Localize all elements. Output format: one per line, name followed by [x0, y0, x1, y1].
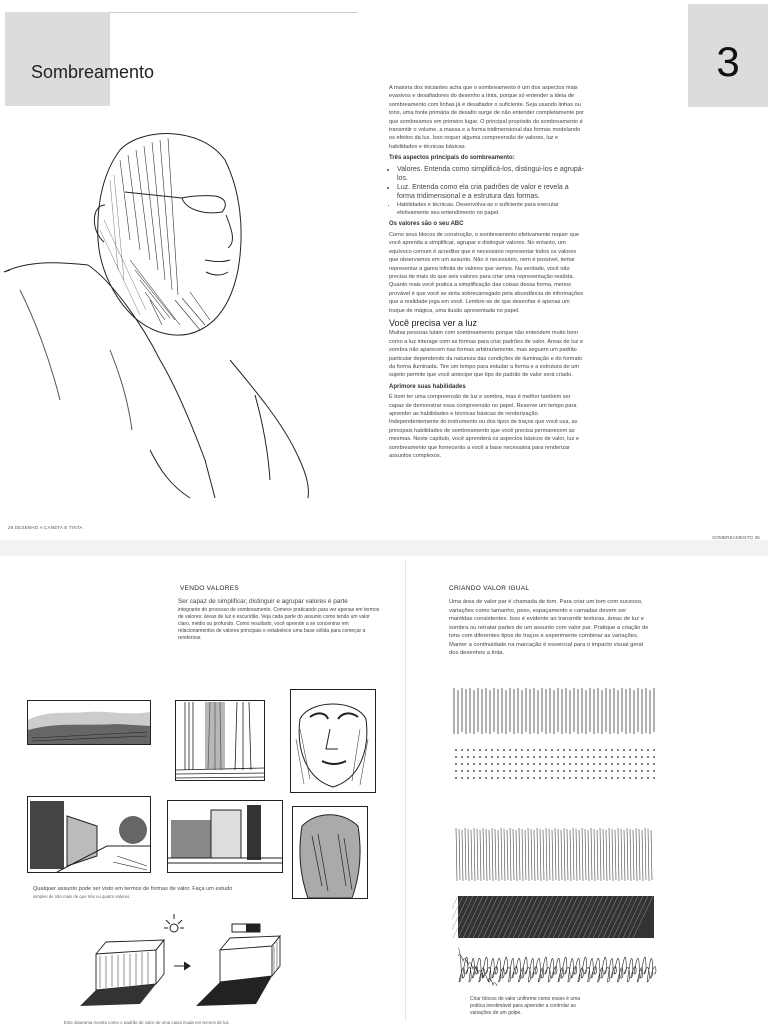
intro-paragraph: A maioria dos iniciantes acha que o sombreamento é um dos aspectos mais evasivos e desafiadores do desenho a tinta, porque só entender a ideia de sombreamento com linhas já é desafiador o suficiente. Seja usando linhas ou tons, uma fonte primária de desafio surge de não entender completamente por que sombreamos em primeiro lugar. O principal propósito do sombreamento é transmitir o volume, a massa e a forma tridimensional das formas modelando os efeitos da luz. Isso requer alguma compreensão de valores, luz e habilidades e técnicas básicas. [389, 85, 584, 150]
dot-block [455, 749, 655, 779]
landscape-study [27, 700, 151, 745]
aspects-heading: Três aspectos principais do sombreamento: [389, 155, 515, 162]
values-caption [33, 886, 293, 900]
values-lead: Ser capaz de simplificar, distinguir e agrupar valores é parte [178, 598, 348, 605]
footer-right: SOMBREAMENTO 35 [712, 535, 760, 540]
torso-study [292, 806, 368, 899]
even-value-caption: Criar blocos de valor uniforme como esses é uma prática inestimável para aprender a controlar as variações de um golpe. [470, 996, 581, 1016]
values-heading: VENDO VALORES [180, 585, 240, 592]
vertical-stroke-block [454, 688, 654, 734]
values-body: integrante do processo de sombreamento. Comece praticando para ver apenas em termos de valores: áreas de luz e escuridão. Veja cada parte do assunto como tendo um valor claro, médio ou profundo. Como resultado, você aprende a se concentrar em relacionamentos de valores principais e estabelece uma base sólida para começar a renderizar. [178, 606, 380, 641]
section-title-box [5, 12, 110, 106]
scribble-block [458, 948, 658, 986]
aspect-item: • Valores. Entenda como simplificá-los, distingui-los e agrupá-los. [397, 165, 587, 183]
skills-heading: Aprimore suas habilidades [389, 383, 466, 390]
light-text-large: Muitas pessoas lutam com sombreamento porque não entendem muito bem como a luz interage com as formas para criar padrões de valor. Áreas de luz e sombra não aparecem nas formas arbitrariamente, mas seguem um padrão particular dependendo da natureza das condições de iluminação e do formato da forma iluminada. [389, 330, 584, 370]
skills-paragraph: É bom ter uma compreensão de luz e sombra, mas é melhor também ser capaz de demonstrar essa compreensão no papel. Reserve um tempo para aprender as habilidades e técnicas básicas de renderização. Independentemente do instrumento ou dos tipos de traços que você usa, as principais habilidades de sombreamento que você precisa permanecem as mesmas. Neste capítulo, você aprenderá os aspectos básicos de valor, luz e sombreamento que fornecerão a você a base necessária para renderizar assuntos complexos. [389, 394, 579, 460]
article-column [389, 84, 587, 463]
aspect-item: • Habilidades e técnicas. Desenvolva-as o suficiente para executar efetivamente seu entendimento no papel. [397, 201, 587, 218]
face-study [290, 689, 376, 793]
light-paragraph [389, 329, 587, 379]
light-text-small: Tire um tempo para estudar a forma e a estrutura de um sujeito permite que você antecipe que tipo de padrão de valor será criado. [389, 363, 579, 379]
buildings-study [167, 800, 283, 873]
light-heading: Você precisa ver a luz [389, 317, 478, 328]
portrait-illustration [0, 120, 320, 500]
box-diagram-caption: Este diagrama mostra como o padrão de valor de uma caixa muda em termos de luz. [64, 1020, 230, 1024]
section-title: Sombreamento [31, 62, 155, 82]
line-block [456, 828, 652, 881]
abc-heading: Os valores são o seu ABC [389, 221, 464, 228]
values-caption-large: Qualquer assunto pode ser visto em termos de formas de valor. Faça um estudo [33, 886, 233, 892]
even-value-text: Uma área de valor par é chamada de tom. Para criar um tom com sucesso, variações como tamanho, peso, espaçamento e camadas devem ser mantidas consistentes. Isso é evidente ao transmitir texturas, áreas de luz e sombra ou retratar partes de um assunto com valor par. Pratique a criação de tons com diferentes tipos de traços e experimente combinar as variações. Manter a continuidade na marcação é essencial para o impacto visual geral dos desenhos a tinta. [449, 599, 649, 656]
forest-study [175, 700, 265, 781]
aspect-item: • Luz. Entenda como ela cria padrões de valor e revela a forma tridimensional e a estrutura das formas. [397, 183, 587, 201]
even-value-heading: CRIANDO VALOR IGUAL [449, 585, 530, 592]
aspects-list [389, 165, 587, 218]
street-study [27, 796, 151, 873]
chapter-number: 3 [716, 38, 740, 85]
abc-paragraph: Como seus blocos de construção, o sombreamento efetivamente requer que você aprenda a simplificar, agrupar e distinguir valores. No entanto, um equívoco comum é acreditar que é necessário representar todos os valores que observamos em um assunto. Não é necessário, nem é possível, tentar representar a gama infinita de valores que vemos. Na verdade, você não precisa de mais do que seis valores para criar uma representação realista. Quanto mais você pratica a simplificação das coisas dessa forma, menos provável é que você se sinta sobrecarregado pela abundância de informações que a realidade joga em você. Lembre-se de que desenhar é apenas um truque de mágica, uma ilusão apresentada no papel. [389, 231, 584, 314]
values-caption-small: simples de não mais de que três ou quatro valores. [33, 894, 131, 899]
value-blocks [452, 686, 662, 986]
values-text [178, 598, 380, 642]
box-light-diagram [60, 914, 300, 1014]
bottom-spread [0, 556, 768, 1024]
footer-left: 26 DESENHO A CANETA E TINTA [8, 525, 83, 530]
gutter [405, 560, 406, 1020]
